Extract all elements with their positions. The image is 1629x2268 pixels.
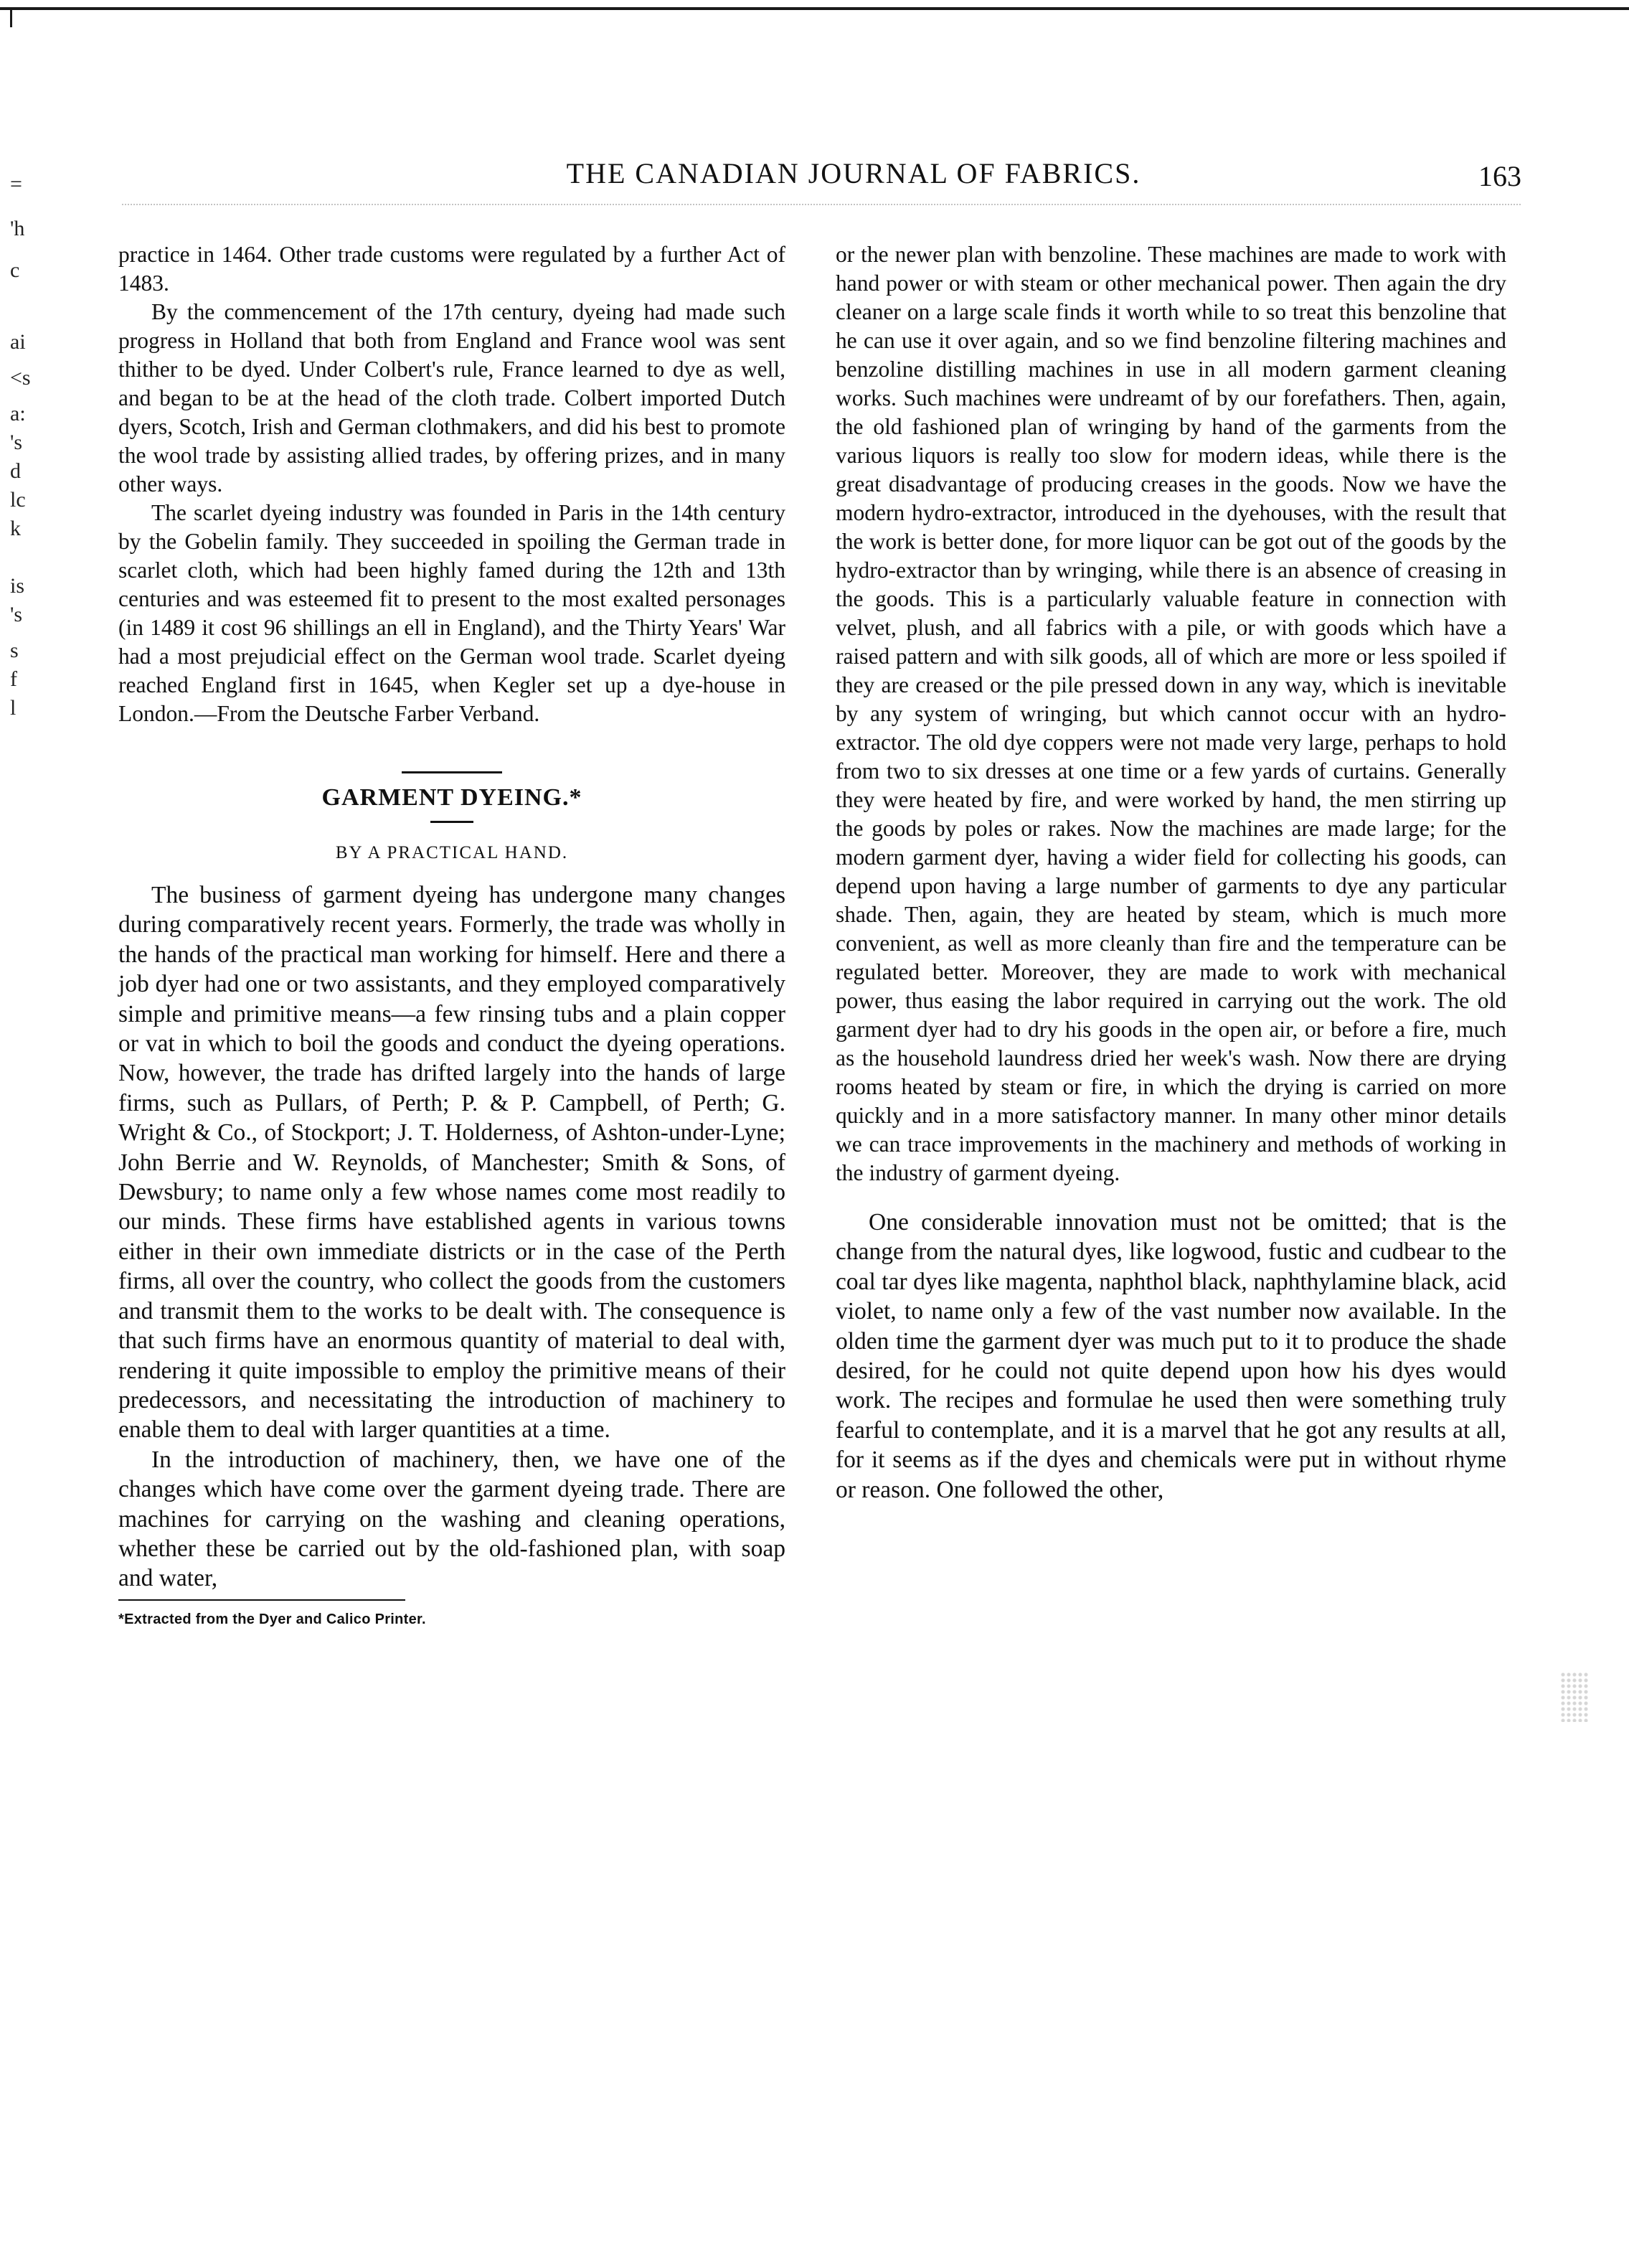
margin-fragment: f xyxy=(10,667,17,691)
margin-fragment: 's xyxy=(10,430,23,454)
header-rule xyxy=(122,204,1521,207)
section-rule xyxy=(402,771,502,773)
margin-fragment: 's xyxy=(10,603,23,626)
top-rule-tick xyxy=(10,7,12,27)
margin-fragment: ai xyxy=(10,330,26,354)
paragraph: practice in 1464. Other trade customs were regulated by a further Act of 1483. xyxy=(118,242,785,296)
paragraph: One considerable innovation must not be omitted; that is the change from the natural dyes, like logwood, fustic and cudbear to the coal tar dyes like magenta, naphthol black, naphthylamine black, acid violet, to name only a few of the vast number now available. In the olden time the garment dyer was much put to it to produce the shade desired, for he could not quite depend upon how his dyes would work. The recipes and formulae he used then were something truly fearful to contemplate, and it is a marvel that he got any results at all, for it seems as if the dyes and chemicals were put in without rhyme or reason. One followed the other, xyxy=(836,1209,1506,1503)
top-rule xyxy=(0,7,1629,10)
margin-fragment: d xyxy=(10,459,21,483)
margin-fragment: k xyxy=(10,517,21,540)
scan-smudge xyxy=(1560,1672,1589,1722)
left-column xyxy=(118,240,785,1634)
section-title: GARMENT DYEING.* xyxy=(321,784,582,811)
left-margin-bleed xyxy=(0,172,79,2181)
margin-fragment: = xyxy=(10,172,22,196)
margin-fragment: 'h xyxy=(10,217,25,240)
paragraph: The business of garment dyeing has undergone many changes during comparatively recent years. Formerly, the trade was wholly in the hands of the practical man working for himself. Here and there a job dyer had one or two assistants, and they employed comparatively simple and primitive means—a few rinsing tubs and a plain copper or vat in which to boil the goods and conduct the dyeing operations. Now, however, the trade has drifted largely into the hands of large firms, such as Pullars, of Perth; P. & P. Campbell, of Perth; G. Wright & Co., of Stockport; J. T. Holderness, of Ashton-under-Lyne; John Berrie and W. Reynolds, of Manchester; Smith & Sons, of Dewsbury; to name only a few whose names come most readily to our minds. These firms have established agents in various towns either in their own immediate districts or in the case of the Perth firms, all over the country, who collect the goods from the customers and transmit them to the works to be dealt with. The consequence is that such firms have an enormous quantity of material to deal with, rendering it quite impossible to employ the primitive means of their predecessors, and necessitating the introduction of machinery to enable them to deal with larger quantities at a time. xyxy=(118,882,785,1444)
byline: BY A PRACTICAL HAND. xyxy=(335,843,569,862)
margin-fragment: is xyxy=(10,574,25,598)
margin-fragment: lc xyxy=(10,488,26,512)
footnote: *Extracted from the Dyer and Calico Printer. xyxy=(118,1611,426,1627)
margin-fragment: s xyxy=(10,639,19,662)
page-number: 163 xyxy=(1478,160,1521,192)
paragraph: or the newer plan with benzoline. These machines are made to work with hand power or with steam or other mechanical power. Then again the dry cleaner on a large scale finds it worth while to so treat this benzoline that he can use it over again, and so we find benzoline filtering machines and benzoline distilling machines in use in all modern garment cleaning works. Such machines were undreamt of by our forefathers. Then, again, the old fashioned plan of wringing by hand of the garments from the various liquors is really too slow for modern ideas, while there is the great disadvantage of producing creases in the goods. Now we have the modern hydro-extractor, introduced in the dyehouses, with the result that the work is better done, for more liquor can be got out of the goods by the hydro-extractor than by wringing, while there is an absence of creasing in the goods. This is a particularly valuable feature in connection with velvet, plush, and all fabrics with a pile, or with goods which have a raised pattern and with silk goods, all of which are more or less spoiled if they are creased or the pile pressed down in any way, which is inevitable by any system of wringing, but which cannot occur with an hydro-extractor. The old dye coppers were not made very large, perhaps to hold from two to six dresses at one time or a few yards of curtains. Generally they were heated by fire, and were worked by hand, the men stirring up the goods by poles or rakes. Now the machines are made large; for the modern garment dyer, having a wider field for collecting his goods, can depend upon having a large number of garments to dye any particular shade. Then, again, they are heated by steam, which is much more convenient, as well as more cleanly than fire and the temperature can be regulated better. Moreover, they are made to work with mechanical power, thus easing the labor required in carrying out the work. The old garment dyer had to dry his goods in the open air, or before a fire, much as the household laundress dried her week's wash. Now there are drying rooms heated by steam or fire, in which the drying is carried on more quickly and in a more satisfactory manner. In many other minor details we can trace improvements in the machinery and methods of working in the industry of garment dyeing. xyxy=(836,242,1506,1185)
footnote-rule xyxy=(118,1599,405,1601)
paragraph: By the commencement of the 17th century, dyeing had made such progress in Holland that both from England and France wool was sent thither to be dyed. Under Colbert's rule, France learned to dye as well, and began to be at the head of the cloth trade. Colbert imported Dutch dyers, Scotch, Irish and German clothmakers, and did his best to promote the wool trade by assisting allied trades, by offering prizes, and in many other ways. xyxy=(118,299,785,497)
paragraph: The scarlet dyeing industry was founded in Paris in the 14th century by the Gobelin family. They succeeded in spoiling the German trade in scarlet cloth, which had been highly famed during the 12th and 13th centuries and was esteemed fit to present to the most exalted personages (in 1489 it cost 96 shillings an ell in England), and the Thirty Years' War had a most prejudicial effect on the German wool trade. Scarlet dyeing reached England first in 1645, when Kegler set up a dye-house in London.—From the Deutsche Farber Verband. xyxy=(118,500,785,726)
paragraph: In the introduction of machinery, then, we have one of the changes which have come over the garment dyeing trade. There are machines for carrying on the washing and cleaning operations, whether these be carried out by the old-fashioned plan, with soap and water, xyxy=(118,1446,785,1592)
margin-fragment: a: xyxy=(10,402,26,425)
margin-fragment: l xyxy=(10,696,16,720)
section-rule xyxy=(430,821,473,823)
right-column xyxy=(836,240,1506,1505)
margin-fragment: c xyxy=(10,258,20,282)
running-title: THE CANADIAN JOURNAL OF FABRICS. xyxy=(566,157,1141,189)
margin-fragment: <s xyxy=(10,366,31,390)
